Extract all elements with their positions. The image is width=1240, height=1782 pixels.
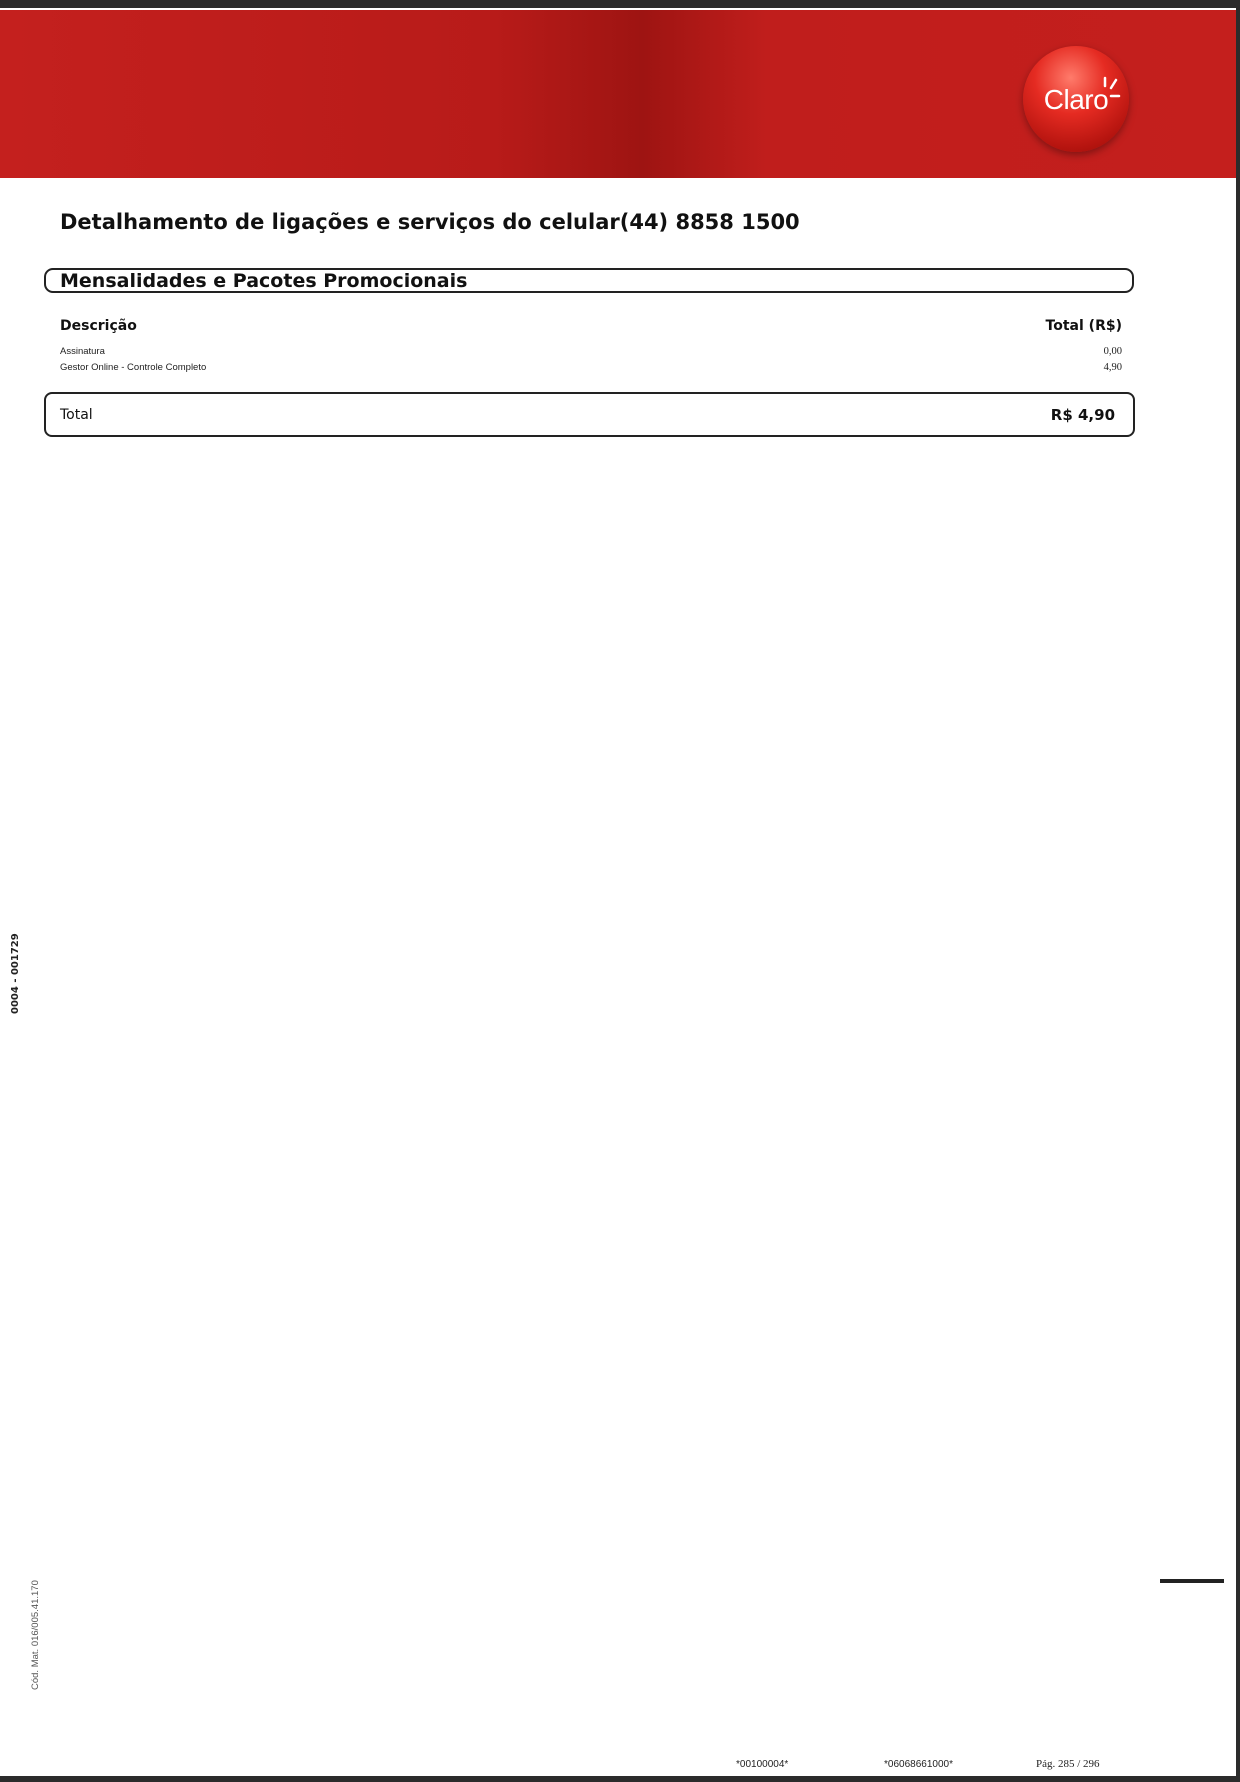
table-row [60, 362, 1122, 376]
vertical-code: 0004 - 001729 [10, 933, 21, 1014]
total-box [44, 392, 1135, 437]
section-header [44, 268, 1134, 293]
scan-edge-bottom [0, 1776, 1240, 1782]
page-number: Pág. 285 / 296 [1036, 1758, 1100, 1770]
table-row [60, 346, 1122, 360]
row-description: Assinatura [60, 346, 105, 357]
header-band [0, 10, 1236, 178]
total-label: Total [60, 407, 93, 423]
page-title: Detalhamento de ligações e serviços do celular(44) 8858 1500 [60, 210, 800, 234]
column-header-description: Descrição [60, 318, 137, 334]
logo-text: Claro [1043, 84, 1109, 115]
row-value: 0,00 [1103, 346, 1122, 357]
scan-edge-top [0, 0, 1240, 8]
column-header-total: Total (R$) [1045, 318, 1122, 334]
section-title: Mensalidades e Pacotes Promocionais [60, 270, 468, 292]
claro-logo [1023, 46, 1129, 152]
material-code: Cód. Mat. 016/005.41.170 [30, 1580, 41, 1690]
logo-rays-icon [1099, 76, 1121, 102]
margin-mark [1160, 1579, 1224, 1583]
footer-code-2: *06068661000* [884, 1759, 953, 1770]
total-value: R$ 4,90 [1050, 406, 1115, 424]
footer-code-1: *00100004* [736, 1759, 789, 1770]
row-description: Gestor Online - Controle Completo [60, 362, 207, 373]
scan-edge-right [1236, 0, 1240, 1782]
row-value: 4,90 [1103, 362, 1122, 373]
